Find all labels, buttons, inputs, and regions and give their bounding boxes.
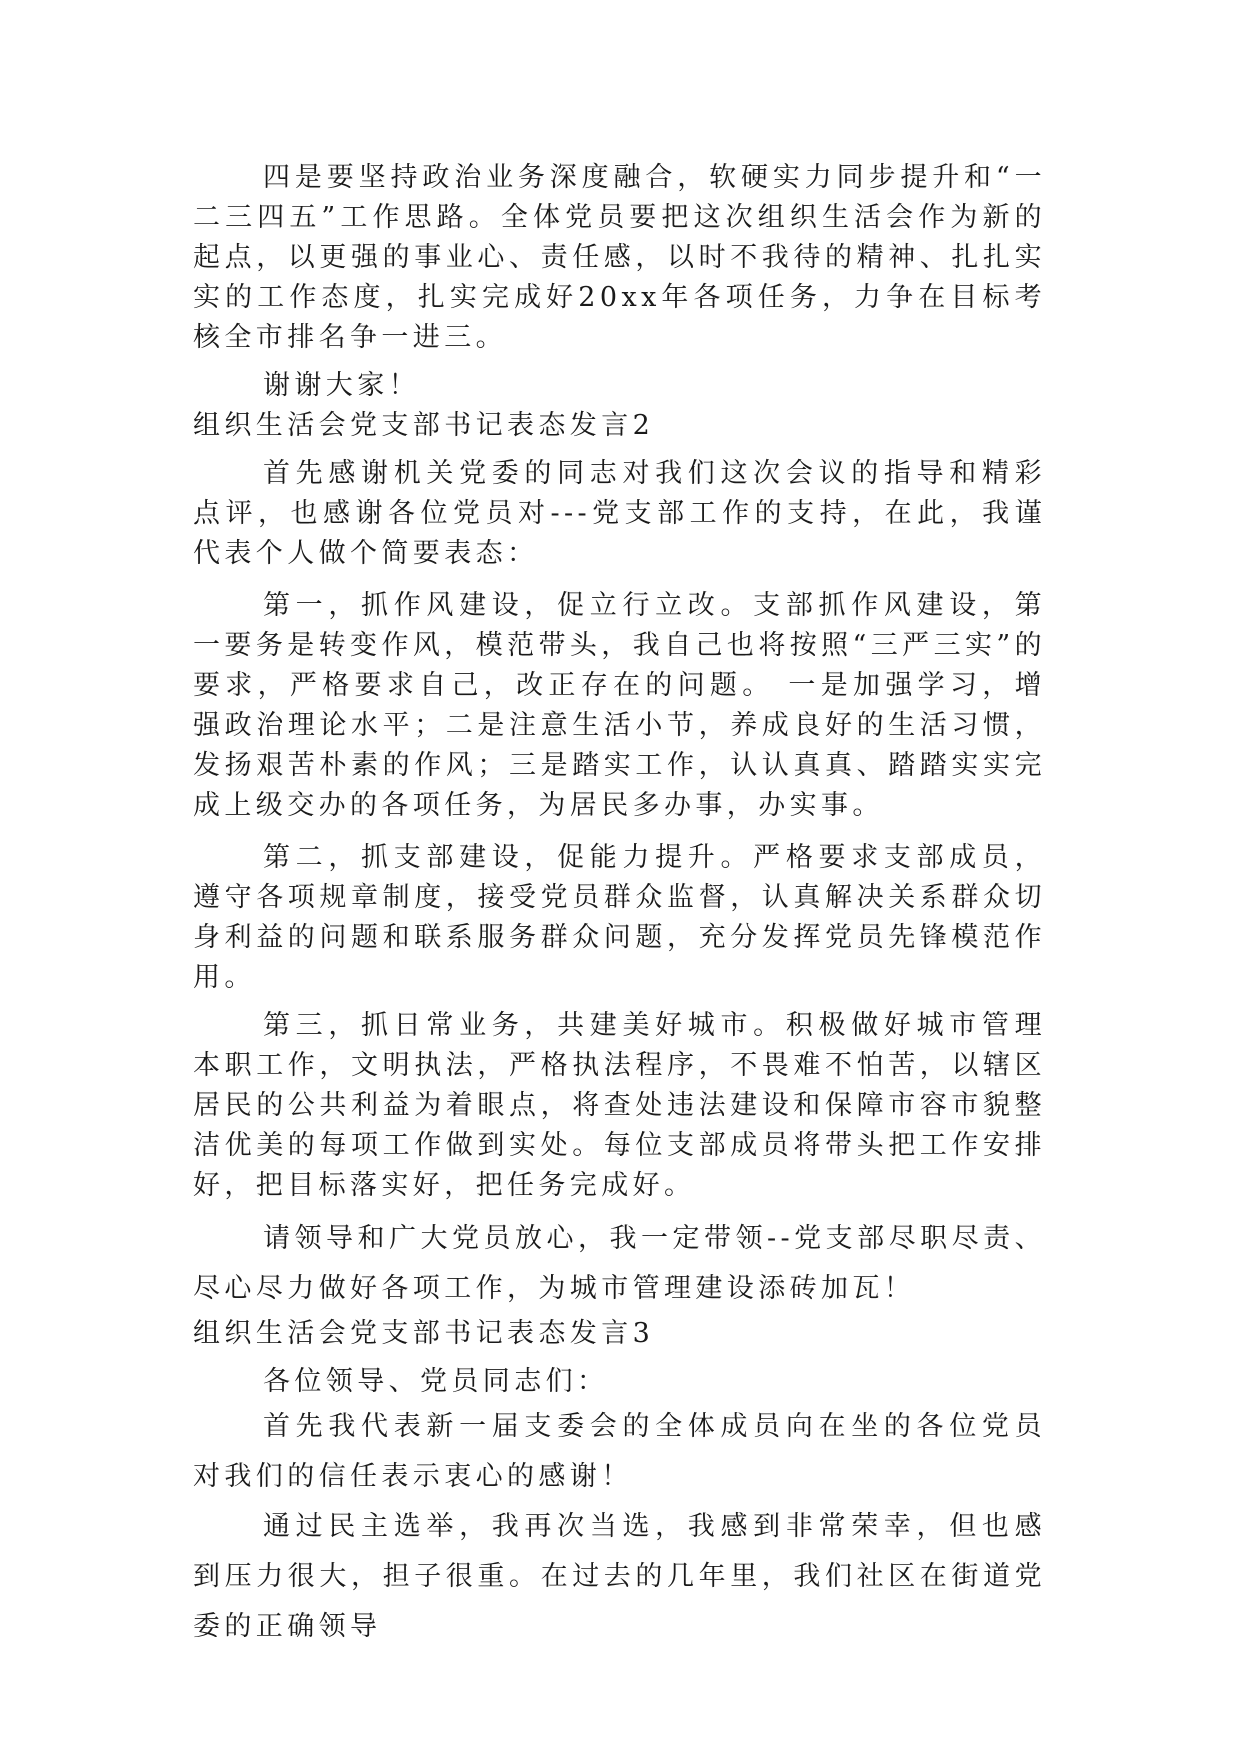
paragraph-second-point: 第二，抓支部建设，促能力提升。严格要求支部成员，遵守各项规章制度，接受党员群众监督，认真解决关系群众切身利益的问题和联系服务群众问题，充分发挥党员先锋模范作用。 xyxy=(193,842,1046,993)
paragraph-commitment: 请领导和广大党员放心，我一定带领--党支部尽职尽责、尽心尽力做好各项工作，为城市管理建设添砖加瓦！ xyxy=(193,1223,1046,1304)
paragraph-thanks: 谢谢大家！ xyxy=(263,370,420,401)
paragraph-gratitude: 首先我代表新一届支委会的全体成员向在坐的各位党员对我们的信任表示衷心的感谢！ xyxy=(193,1411,1046,1492)
section-heading-2: 组织生活会党支部书记表态发言2 xyxy=(193,410,655,441)
paragraph-election: 通过民主选举，我再次当选，我感到非常荣幸，但也感到压力很大，担子很重。在过去的几年里，我们社区在街道党委的正确领导 xyxy=(193,1511,1046,1642)
section-heading-3: 组织生活会党支部书记表态发言3 xyxy=(193,1318,655,1349)
paragraph-intro-2: 首先感谢机关党委的同志对我们这次会议的指导和精彩点评，也感谢各位党员对---党支部工作的支持，在此，我谨代表个人做个简要表态： xyxy=(193,458,1046,569)
document-body xyxy=(193,158,1046,1652)
paragraph-salutation: 各位领导、党员同志们： xyxy=(263,1366,609,1397)
paragraph-work-approach: 四是要坚持政治业务深度融合，软硬实力同步提升和“一二三四五”工作思路。全体党员要把这次组织生活会作为新的起点，以更强的事业心、责任感，以时不我待的精神、扎扎实实的工作态度，扎实完成好20xx年各项任务，力争在目标考核全市排名争一进三。 xyxy=(193,162,1046,353)
paragraph-third-point: 第三，抓日常业务，共建美好城市。积极做好城市管理本职工作，文明执法，严格执法程序，不畏难不怕苦，以辖区居民的公共利益为着眼点，将查处违法建设和保障市容市貌整洁优美的每项工作做到实处。每位支部成员将带头把工作安排好，把目标落实好，把任务完成好。 xyxy=(193,1010,1046,1201)
paragraph-first-point: 第一，抓作风建设，促立行立改。支部抓作风建设，第一要务是转变作风，模范带头，我自己也将按照“三严三实”的要求，严格要求自己，改正存在的问题。 一是加强学习，增强政治理论水平；二是注意生活小节，养成良好的生活习惯，发扬艰苦朴素的作风；三是踏实工作，认认真真、踏踏实实完成上级交办的各项任务，为居民多办事，办实事。 xyxy=(193,590,1046,821)
